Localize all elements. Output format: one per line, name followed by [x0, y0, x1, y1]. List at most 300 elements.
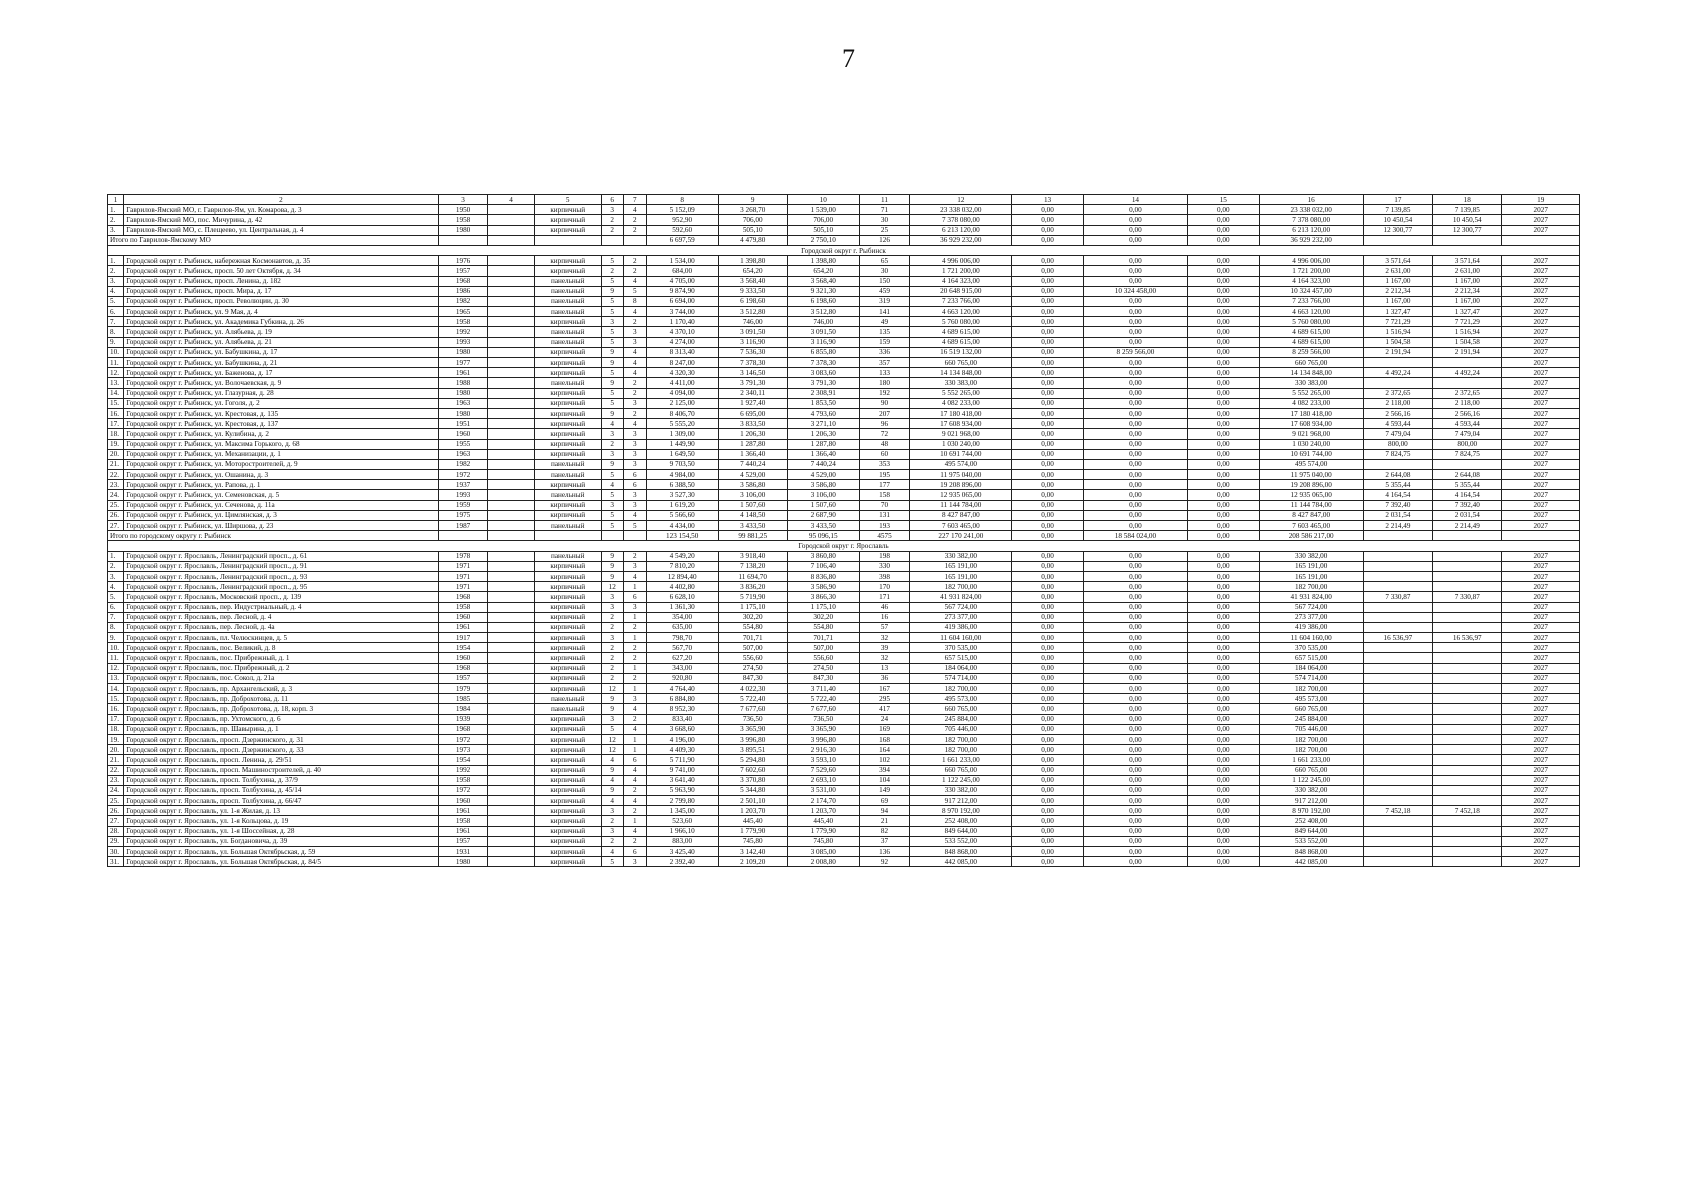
table-cell: 0,00: [1083, 724, 1187, 734]
table-cell: 0,00: [1083, 510, 1187, 520]
table-cell: 1 966,10: [646, 826, 718, 836]
table-cell: 0,00: [1187, 358, 1259, 368]
table-cell: 2027: [1502, 296, 1580, 306]
table-cell: Городской округ г. Ярославль, Ленинградский просп., д. 93: [124, 571, 439, 581]
table-cell: 4 793,60: [787, 408, 859, 418]
table-cell: 1 721 200,00: [1259, 266, 1363, 276]
table-cell: 4 689 615,00: [1259, 337, 1363, 347]
table-cell: 1978: [438, 551, 488, 561]
table-cell: кирпичный: [534, 724, 601, 734]
table-cell: 0,00: [1187, 694, 1259, 704]
table-cell: 1957: [438, 266, 488, 276]
table-cell: [488, 571, 534, 581]
table-cell: кирпичный: [534, 796, 601, 806]
table-cell: 2: [623, 653, 646, 663]
table-cell: 746,00: [718, 317, 787, 327]
table-cell: 1993: [438, 337, 488, 347]
table-cell: 5: [601, 276, 623, 286]
table-cell: Городской округ г. Рыбинск, ул. Сеченова, д. 11а: [124, 500, 439, 510]
table-cell: 2027: [1502, 745, 1580, 755]
table-cell: 445,40: [787, 816, 859, 826]
table-cell: 2027: [1502, 358, 1580, 368]
table-cell: 4 549,20: [646, 551, 718, 561]
table-cell: 3 711,40: [787, 684, 859, 694]
table-cell: 0,00: [1083, 551, 1187, 561]
table-cell: 27.: [108, 521, 124, 531]
table-cell: кирпичный: [534, 205, 601, 215]
table-cell: 1972: [438, 470, 488, 480]
table-cell: 7 378,30: [718, 358, 787, 368]
table-cell: кирпичный: [534, 582, 601, 592]
table-cell: 419 386,00: [910, 622, 1012, 632]
total-cell: [1363, 531, 1432, 541]
table-cell: кирпичный: [534, 225, 601, 235]
table-cell: 0,00: [1187, 296, 1259, 306]
table-cell: 3 571,64: [1363, 256, 1432, 266]
table-cell: 12.: [108, 368, 124, 378]
table-cell: 30: [859, 215, 910, 225]
table-cell: [1433, 602, 1502, 612]
table-cell: кирпичный: [534, 633, 601, 643]
table-cell: 849 644,00: [910, 826, 1012, 836]
table-cell: 745,80: [787, 836, 859, 846]
table-cell: 0,00: [1187, 429, 1259, 439]
table-cell: 2: [623, 714, 646, 724]
table-cell: 0,00: [1083, 480, 1187, 490]
table-cell: кирпичный: [534, 571, 601, 581]
table-cell: 4 409,30: [646, 745, 718, 755]
table-cell: 182 700,00: [910, 734, 1012, 744]
table-cell: 7 603 465,00: [910, 521, 1012, 531]
table-cell: 1 539,00: [787, 205, 859, 215]
table-cell: 0,00: [1187, 215, 1259, 225]
table-cell: [488, 439, 534, 449]
table-cell: 0,00: [1187, 602, 1259, 612]
table-cell: [488, 684, 534, 694]
table-cell: 4: [623, 796, 646, 806]
table-cell: 2027: [1502, 582, 1580, 592]
table-cell: [488, 755, 534, 765]
table-row: [108, 857, 1580, 867]
table-cell: 1 507,60: [787, 500, 859, 510]
table-cell: 4 689 615,00: [910, 337, 1012, 347]
table-cell: [488, 358, 534, 368]
table-cell: 4: [623, 347, 646, 357]
table-cell: [488, 480, 534, 490]
table-cell: 4 164,54: [1433, 490, 1502, 500]
table-cell: 182 700,00: [1259, 684, 1363, 694]
table-cell: 0,00: [1012, 490, 1084, 500]
table-cell: 1975: [438, 510, 488, 520]
table-cell: 0,00: [1083, 765, 1187, 775]
table-cell: 9: [601, 358, 623, 368]
table-row: [108, 347, 1580, 357]
table-cell: 10.: [108, 643, 124, 653]
table-cell: 2 109,20: [718, 857, 787, 867]
table-cell: 104: [859, 775, 910, 785]
table-cell: [488, 633, 534, 643]
table-cell: 445,40: [718, 816, 787, 826]
table-cell: 1971: [438, 561, 488, 571]
table-cell: 2.: [108, 215, 124, 225]
table-cell: кирпичный: [534, 215, 601, 225]
table-cell: 4: [623, 571, 646, 581]
table-cell: 9: [601, 286, 623, 296]
table-row: [108, 286, 1580, 296]
table-cell: 28.: [108, 826, 124, 836]
table-cell: 0,00: [1187, 510, 1259, 520]
table-cell: 23 338 032,00: [910, 205, 1012, 215]
table-cell: [488, 388, 534, 398]
table-cell: 4 529,00: [718, 470, 787, 480]
table-cell: 1 534,00: [646, 256, 718, 266]
table-cell: 10 450,54: [1433, 215, 1502, 225]
table-cell: [1363, 643, 1432, 653]
table-cell: 2 372,65: [1433, 388, 1502, 398]
table-cell: 1993: [438, 490, 488, 500]
table-cell: 11 604 160,00: [910, 633, 1012, 643]
table-cell: 1987: [438, 521, 488, 531]
table-cell: [488, 459, 534, 469]
total-cell: [488, 531, 534, 541]
table-cell: 0,00: [1012, 612, 1084, 622]
table-cell: 8 970 192,00: [1259, 806, 1363, 816]
table-cell: 0,00: [1187, 256, 1259, 266]
table-cell: 2: [623, 785, 646, 795]
table-cell: 0,00: [1012, 592, 1084, 602]
table-cell: 398: [859, 571, 910, 581]
table-cell: 32: [859, 633, 910, 643]
table-cell: 2027: [1502, 694, 1580, 704]
table-cell: 4 593,44: [1363, 419, 1432, 429]
table-cell: кирпичный: [534, 439, 601, 449]
table-cell: 9: [601, 378, 623, 388]
table-cell: 3.: [108, 276, 124, 286]
table-cell: 0,00: [1012, 276, 1084, 286]
table-cell: 17 608 934,00: [1259, 419, 1363, 429]
table-cell: 7 677,60: [718, 704, 787, 714]
table-cell: 2 308,91: [787, 388, 859, 398]
table-cell: панельный: [534, 327, 601, 337]
table-cell: 41 931 824,00: [910, 592, 1012, 602]
table-row: [108, 225, 1580, 235]
table-cell: 2027: [1502, 408, 1580, 418]
table-cell: 920,80: [646, 673, 718, 683]
table-cell: кирпичный: [534, 561, 601, 571]
table-cell: 3: [601, 633, 623, 643]
table-cell: 0,00: [1012, 847, 1084, 857]
table-cell: 5: [601, 724, 623, 734]
table-cell: 1 170,40: [646, 317, 718, 327]
table-cell: 12: [601, 745, 623, 755]
table-cell: [1363, 816, 1432, 826]
total-row: [108, 531, 1580, 541]
table-cell: 3 895,51: [718, 745, 787, 755]
table-cell: 0,00: [1083, 398, 1187, 408]
table-cell: 567 724,00: [1259, 602, 1363, 612]
table-cell: 4: [601, 775, 623, 785]
table-cell: 2 340,11: [718, 388, 787, 398]
table-cell: 2027: [1502, 449, 1580, 459]
table-cell: 165 191,00: [1259, 561, 1363, 571]
table-cell: 2027: [1502, 551, 1580, 561]
table-cell: [1363, 765, 1432, 775]
table-cell: 5: [601, 327, 623, 337]
table-cell: Городской округ г. Ярославль, просп. Машиностроителей, д. 40: [124, 765, 439, 775]
table-cell: 0,00: [1187, 633, 1259, 643]
table-cell: 354,00: [646, 612, 718, 622]
table-cell: 3: [601, 205, 623, 215]
table-row: [108, 205, 1580, 215]
table-cell: кирпичный: [534, 429, 601, 439]
table-cell: 12: [601, 582, 623, 592]
table-cell: 3: [601, 317, 623, 327]
table-cell: [488, 256, 534, 266]
table-cell: 4 689 615,00: [910, 327, 1012, 337]
table-cell: 171: [859, 592, 910, 602]
table-cell: кирпичный: [534, 602, 601, 612]
table-cell: 1: [623, 816, 646, 826]
section-title: Городской округ г. Ярославль: [108, 541, 1580, 551]
table-row: [108, 398, 1580, 408]
table-cell: 533 552,00: [1259, 836, 1363, 846]
table-cell: 3 512,80: [718, 307, 787, 317]
table-cell: 245 884,00: [910, 714, 1012, 724]
table-cell: [488, 276, 534, 286]
table-cell: 71: [859, 205, 910, 215]
table-cell: 1 206,30: [787, 429, 859, 439]
table-row: [108, 449, 1580, 459]
table-cell: 24.: [108, 785, 124, 795]
table-cell: 4: [601, 755, 623, 765]
table-cell: 0,00: [1187, 745, 1259, 755]
table-cell: 1961: [438, 826, 488, 836]
table-cell: кирпичный: [534, 847, 601, 857]
table-cell: 0,00: [1012, 347, 1084, 357]
table-cell: 3 996,80: [787, 734, 859, 744]
table-cell: 0,00: [1012, 745, 1084, 755]
table-cell: 2 118,00: [1363, 398, 1432, 408]
table-cell: 2 031,54: [1433, 510, 1502, 520]
table-cell: 1917: [438, 633, 488, 643]
table-cell: 1959: [438, 500, 488, 510]
table-cell: 2027: [1502, 347, 1580, 357]
table-cell: 11 144 784,00: [910, 500, 1012, 510]
table-cell: 5: [601, 337, 623, 347]
table-cell: кирпичный: [534, 816, 601, 826]
table-cell: 1957: [438, 673, 488, 683]
table-row: [108, 490, 1580, 500]
table-cell: 3 268,70: [718, 205, 787, 215]
table-cell: 4.: [108, 582, 124, 592]
table-cell: [1363, 653, 1432, 663]
table-cell: 182 700,00: [910, 582, 1012, 592]
table-cell: кирпичный: [534, 449, 601, 459]
table-cell: 627,20: [646, 653, 718, 663]
table-cell: 2: [623, 408, 646, 418]
table-cell: 3 083,60: [787, 368, 859, 378]
table-cell: 1 327,47: [1433, 307, 1502, 317]
table-cell: 7 721,29: [1433, 317, 1502, 327]
table-cell: Городской округ г. Ярославль, пр. Доброхотова, д. 11: [124, 694, 439, 704]
table-cell: 207: [859, 408, 910, 418]
table-cell: [1433, 847, 1502, 857]
table-cell: Городской округ г. Ярославль, пл. Челюскинцев, д. 5: [124, 633, 439, 643]
table-cell: 4.: [108, 286, 124, 296]
table-cell: 495 573,00: [1259, 694, 1363, 704]
table-row: [108, 816, 1580, 826]
table-cell: 170: [859, 582, 910, 592]
table-cell: 8: [623, 296, 646, 306]
table-cell: Городской округ г. Рыбинск, ул. Семеновская, д. 5: [124, 490, 439, 500]
table-cell: 0,00: [1083, 215, 1187, 225]
table-cell: [488, 408, 534, 418]
table-cell: [1363, 796, 1432, 806]
table-cell: 3: [623, 459, 646, 469]
table-cell: 0,00: [1187, 785, 1259, 795]
table-cell: 169: [859, 724, 910, 734]
table-cell: 5: [601, 256, 623, 266]
table-cell: 6 198,60: [718, 296, 787, 306]
table-cell: 2 031,54: [1363, 510, 1432, 520]
table-cell: Городской округ г. Рыбинск, ул. Крестовая, д. 137: [124, 419, 439, 429]
table-cell: 2027: [1502, 836, 1580, 846]
table-cell: 459: [859, 286, 910, 296]
table-cell: 21.: [108, 459, 124, 469]
total-cell: 123 154,50: [646, 531, 718, 541]
table-cell: 0,00: [1187, 847, 1259, 857]
table-cell: 1982: [438, 296, 488, 306]
table-cell: 1960: [438, 612, 488, 622]
table-cell: панельный: [534, 704, 601, 714]
table-cell: Городской округ г. Ярославль, пос. Великий, д. 8: [124, 643, 439, 653]
table-cell: 2 566,16: [1433, 408, 1502, 418]
table-cell: панельный: [534, 470, 601, 480]
table-cell: 2027: [1502, 521, 1580, 531]
table-cell: [1363, 847, 1432, 857]
table-cell: 0,00: [1083, 419, 1187, 429]
table-cell: 3 146,50: [718, 368, 787, 378]
table-cell: 1 779,90: [718, 826, 787, 836]
table-cell: 2: [623, 388, 646, 398]
table-cell: 5 760 080,00: [1259, 317, 1363, 327]
table-row: [108, 571, 1580, 581]
table-row: [108, 500, 1580, 510]
table-row: [108, 745, 1580, 755]
table-cell: 1961: [438, 622, 488, 632]
table-cell: 2 174,70: [787, 796, 859, 806]
table-cell: 1 853,50: [787, 398, 859, 408]
table-cell: 12 935 065,00: [1259, 490, 1363, 500]
table-cell: 0,00: [1187, 459, 1259, 469]
table-cell: [1433, 857, 1502, 867]
table-cell: 1980: [438, 347, 488, 357]
table-cell: [1363, 714, 1432, 724]
total-cell: 0,00: [1012, 531, 1084, 541]
table-cell: 3 370,80: [718, 775, 787, 785]
table-cell: 2: [623, 215, 646, 225]
table-cell: 2 118,00: [1433, 398, 1502, 408]
table-cell: панельный: [534, 296, 601, 306]
total-cell: 0,00: [1187, 531, 1259, 541]
table-cell: 0,00: [1012, 826, 1084, 836]
table-cell: Городской округ г. Ярославль, пр. Архангельский, д. 3: [124, 684, 439, 694]
table-cell: 2: [601, 266, 623, 276]
table-cell: 0,00: [1012, 755, 1084, 765]
table-cell: 442 085,00: [1259, 857, 1363, 867]
table-cell: 11 975 040,00: [910, 470, 1012, 480]
table-row: [108, 673, 1580, 683]
table-cell: 14 134 848,00: [910, 368, 1012, 378]
table-row: [108, 714, 1580, 724]
table-cell: 4 705,00: [646, 276, 718, 286]
table-cell: 0,00: [1083, 317, 1187, 327]
table-cell: 182 700,00: [1259, 582, 1363, 592]
table-cell: 5: [601, 857, 623, 867]
table-cell: 706,00: [718, 215, 787, 225]
table-cell: [488, 510, 534, 520]
column-number: 6: [601, 195, 623, 205]
table-cell: [488, 215, 534, 225]
table-row: [108, 724, 1580, 734]
table-cell: 2: [623, 836, 646, 846]
table-cell: 800,00: [1363, 439, 1432, 449]
table-cell: 0,00: [1012, 653, 1084, 663]
table-cell: 3 271,10: [787, 419, 859, 429]
table-cell: 0,00: [1083, 704, 1187, 714]
table-cell: 182 700,00: [1259, 745, 1363, 755]
table-cell: 0,00: [1187, 490, 1259, 500]
table-cell: 1979: [438, 684, 488, 694]
table-cell: 833,40: [646, 714, 718, 724]
table-cell: 0,00: [1187, 378, 1259, 388]
table-cell: 5: [601, 470, 623, 480]
total-cell: 36 929 232,00: [910, 235, 1012, 245]
table-cell: 0,00: [1012, 439, 1084, 449]
table-cell: 4: [623, 724, 646, 734]
table-cell: Городской округ г. Рыбинск, ул. Бабушкина, д. 21: [124, 358, 439, 368]
table-cell: 6 855,80: [787, 347, 859, 357]
table-cell: 2027: [1502, 724, 1580, 734]
table-cell: 5 722,40: [718, 694, 787, 704]
table-cell: 2027: [1502, 633, 1580, 643]
table-cell: 96: [859, 419, 910, 429]
table-cell: 159: [859, 337, 910, 347]
table-cell: 168: [859, 734, 910, 744]
table-cell: Городской округ г. Рыбинск, просп. 50 лет Октября, д. 34: [124, 266, 439, 276]
table-cell: 13.: [108, 673, 124, 683]
table-cell: 16: [859, 612, 910, 622]
total-cell: 95 096,15: [787, 531, 859, 541]
table-cell: Городской округ г. Ярославль, пос. Сокол, д. 21а: [124, 673, 439, 683]
total-row: [108, 235, 1580, 245]
table-cell: 1957: [438, 836, 488, 846]
table-cell: [488, 775, 534, 785]
table-cell: 0,00: [1187, 419, 1259, 429]
table-row: [108, 480, 1580, 490]
table-cell: 2027: [1502, 459, 1580, 469]
table-cell: 2: [623, 622, 646, 632]
table-cell: 848 868,00: [1259, 847, 1363, 857]
table-cell: 0,00: [1083, 470, 1187, 480]
table-cell: Городской округ г. Рыбинск, ул. Моторостроителей, д. 9: [124, 459, 439, 469]
table-cell: 2 212,34: [1363, 286, 1432, 296]
table-cell: Городской округ г. Рыбинск, ул. Бабушкина, д. 17: [124, 347, 439, 357]
table-cell: 0,00: [1083, 490, 1187, 500]
table-cell: кирпичный: [534, 592, 601, 602]
table-cell: 5 555,20: [646, 419, 718, 429]
table-cell: 3 586,80: [718, 480, 787, 490]
